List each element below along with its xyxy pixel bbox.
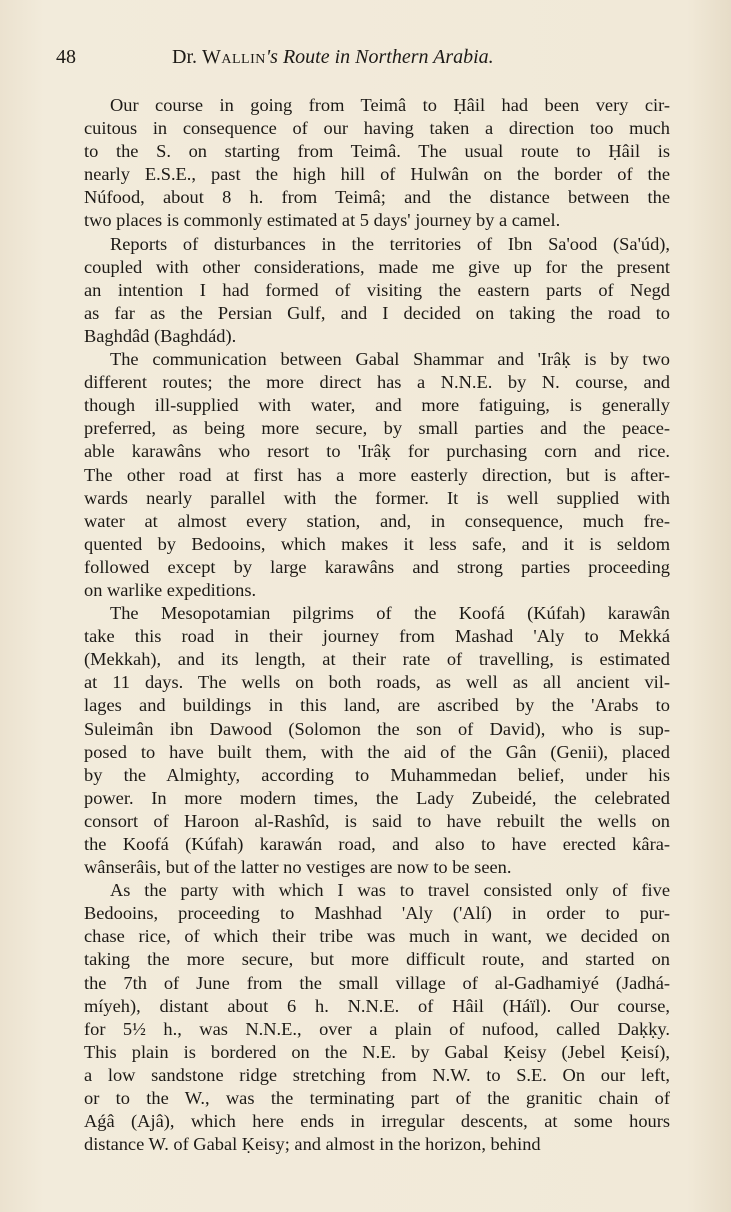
text-line: two places is commonly estimated at 5 days' journey by a camel. bbox=[84, 210, 561, 231]
title-author: Wallin bbox=[202, 46, 266, 68]
running-header bbox=[56, 46, 670, 72]
text-line: distance W. of Gabal Ḳeisy; and almost in the horizon, behind bbox=[84, 1134, 541, 1155]
text-line: lages and buildings in this land, are ascribed by the 'Arabs to bbox=[84, 695, 670, 716]
text-line: cuitous in consequence of our having taken a direction too much bbox=[84, 118, 670, 139]
text-line: to the S. on starting from Teimâ. The usual route to Ḥâil is bbox=[84, 141, 670, 162]
text-line: Bedooins, proceeding to Mashhad 'Aly ('Alí) in order to pur- bbox=[84, 903, 670, 924]
text-line: míyeh), distant about 6 h. N.N.E. of Hâil (Háïl). Our course, bbox=[84, 995, 670, 1016]
text-line: The communication between Gabal Shammar and 'Irâḳ is by two bbox=[110, 349, 670, 370]
running-title bbox=[172, 46, 494, 69]
text-line: The other road at first has a more easterly direction, but is after- bbox=[84, 464, 670, 485]
text-line: at 11 days. The wells on both roads, as well as all ancient vil- bbox=[84, 672, 670, 693]
text-line: for 5½ h., was N.N.E., over a plain of nufood, called Daḳḳy. bbox=[84, 1018, 670, 1039]
text-line: though ill-supplied with water, and more fatiguing, is generally bbox=[84, 395, 670, 416]
text-line: Our course in going from Teimâ to Ḥâil had been very cir- bbox=[110, 95, 670, 115]
text-line: water at almost every station, and, in consequence, much fre- bbox=[84, 510, 670, 531]
text-line: followed except by large karawâns and strong parties proceeding bbox=[84, 556, 670, 577]
page-number: 48 bbox=[56, 46, 76, 68]
text-line: As the party with which I was to travel consisted only of five bbox=[110, 880, 670, 901]
text-line: consort of Haroon al-Rashîd, is said to have rebuilt the wells on bbox=[84, 810, 670, 831]
text-line: Aǵâ (Ajâ), which here ends in irregular descents, at some hours bbox=[84, 1111, 670, 1132]
text-line: by the Almighty, according to Muhammedan belief, under his bbox=[84, 764, 670, 785]
text-line: Suleimân ibn Dawood (Solomon the son of David), who is sup- bbox=[84, 718, 670, 739]
text-line: The Mesopotamian pilgrims of the Koofá (Kúfah) karawân bbox=[110, 603, 670, 624]
text-line: on warlike expeditions. bbox=[84, 579, 257, 600]
text-line: the Koofá (Kúfah) karawán road, and also to have erected kâra- bbox=[84, 834, 670, 854]
title-possessive: 's bbox=[265, 46, 283, 68]
text-line: (Mekkah), and its length, at their rate of travelling, is estimated bbox=[84, 649, 670, 670]
text-line: Baghdâd (Baghdád). bbox=[84, 325, 237, 346]
text-line: taking the more secure, but more difficult route, and started on bbox=[84, 949, 670, 970]
paragraph bbox=[58, 233, 670, 348]
text-line: chase rice, of which their tribe was much in want, we decided on bbox=[84, 926, 670, 947]
text-line: the 7th of June from the small village of al-Gadhamiyé (Jadhá- bbox=[84, 972, 670, 993]
text-line: an intention I had formed of visiting the eastern parts of Negd bbox=[84, 279, 670, 300]
text-line: coupled with other considerations, made me give up for the present bbox=[84, 256, 670, 277]
text-line: nearly E.S.E., past the high hill of Hulwân on the border of the bbox=[84, 164, 670, 185]
paragraph bbox=[58, 94, 670, 233]
text-line: Núfood, about 8 h. from Teimâ; and the distance between the bbox=[84, 187, 670, 208]
text-line: able karawâns who resort to 'Irâḳ for purchasing corn and rice. bbox=[84, 441, 670, 462]
text-line: as far as the Persian Gulf, and I decided on taking the road to bbox=[84, 302, 670, 323]
title-prefix: Dr. bbox=[172, 46, 202, 68]
body-text bbox=[58, 94, 670, 1156]
paragraph bbox=[58, 348, 670, 602]
text-line: wards nearly parallel with the former. It is well supplied with bbox=[84, 487, 670, 508]
title-main: Route in Northern Arabia. bbox=[282, 46, 494, 68]
text-line: Reports of disturbances in the territories of Ibn Sa'ood (Sa'úd), bbox=[110, 233, 670, 254]
text-line: posed to have built them, with the aid of the Gân (Genii), placed bbox=[84, 741, 670, 762]
text-line: or to the W., was the terminating part of the granitic chain of bbox=[84, 1088, 670, 1109]
text-line: wânserâis, but of the latter no vestiges are now to be seen. bbox=[84, 857, 512, 878]
paragraph bbox=[58, 602, 670, 879]
text-line: different routes; the more direct has a N.N.E. by N. course, and bbox=[84, 372, 670, 393]
text-line: power. In more modern times, the Lady Zubeidé, the celebrated bbox=[84, 787, 670, 808]
paragraph bbox=[58, 879, 670, 1156]
text-line: take this road in their journey from Mashad 'Aly to Mekká bbox=[84, 626, 670, 647]
text-line: This plain is bordered on the N.E. by Gabal Ḳeisy (Jebel Ḳeisí), bbox=[84, 1041, 670, 1062]
text-line: quented by Bedooins, which makes it less safe, and it is seldom bbox=[84, 533, 670, 554]
text-line: preferred, as being more secure, by small parties and the peace- bbox=[84, 418, 670, 439]
text-line: a low sandstone ridge stretching from N.W. to S.E. On our left, bbox=[84, 1064, 670, 1085]
